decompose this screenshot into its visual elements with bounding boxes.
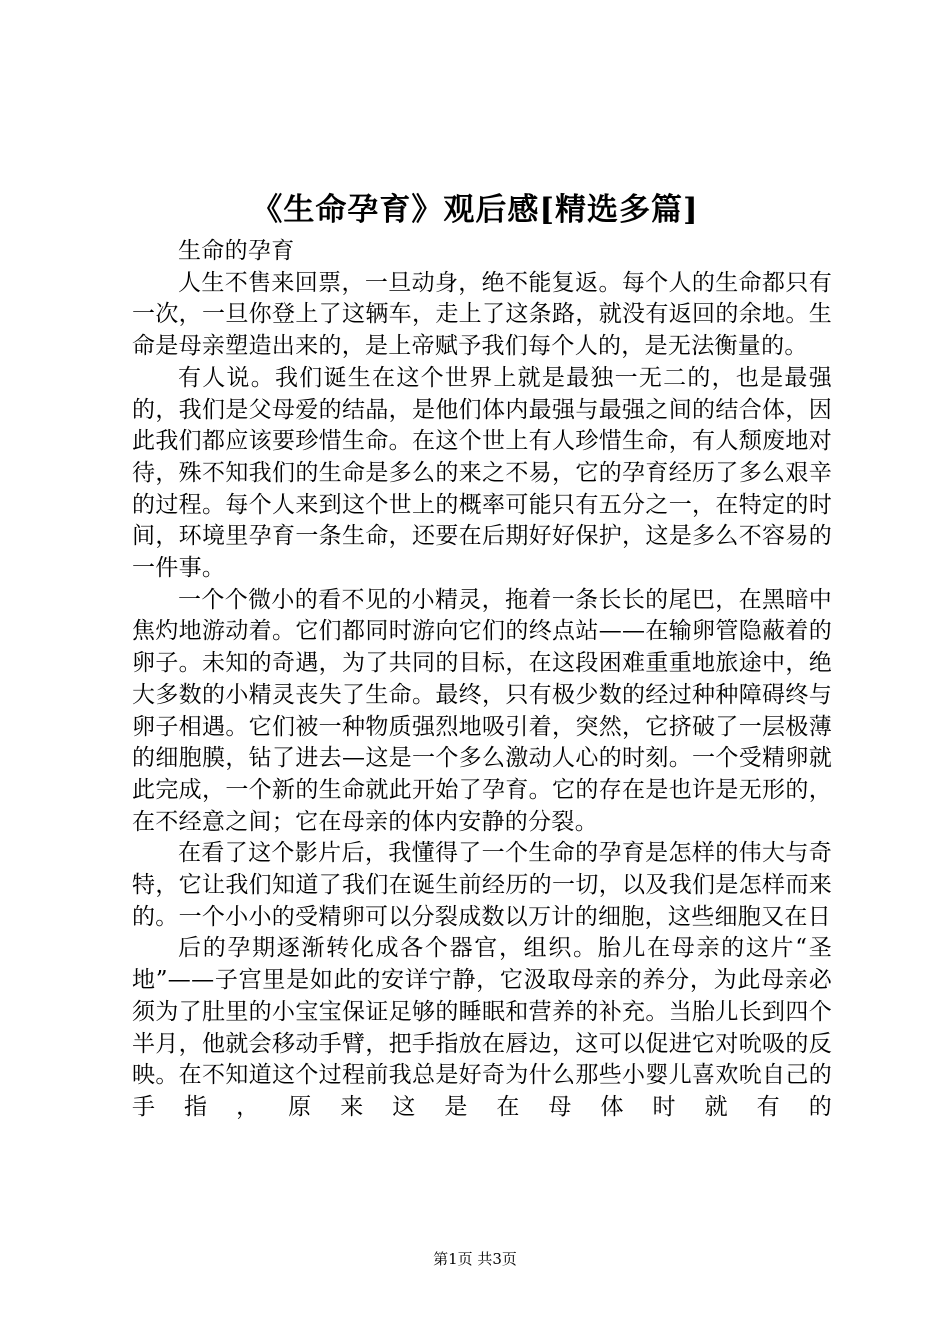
paragraph-4: 在看了这个影片后，我懂得了一个生命的孕育是怎样的伟大与奇特，它让我们知道了我们在诞生前经历的一切，以及我们是怎样而来的。一个小小的受精卵可以分裂成数以万计的细胞，这些细胞又在日 [132,840,832,930]
paragraph-1: 人生不售来回票，一旦动身，绝不能复返。每个人的生命都只有一次，一旦你登上了这辆车，走上了这条路，就没有返回的余地。生命是母亲塑造出来的，是上帝赋予我们每个人的，是无法衡量的。 [132,269,832,360]
document-body [132,236,832,1124]
paragraph-5: 后的孕期逐渐转化成各个器官，组织。胎儿在母亲的这片“圣地”——子宫里是如此的安详宁静，它汲取母亲的养分，为此母亲必须为了肚里的小宝宝保证足够的睡眠和营养的补充。当胎儿长到四个半月，他就会移动手臂，把手指放在唇边，这可以促进它对吮吸的反映。在不知道这个过程前我总是好奇为什么那些小婴儿喜欢吮自己的手指，原来这是在母体时就有的 [132,935,832,1120]
section-subtitle: 生命的孕育 [178,238,295,264]
page-number-footer: 第1页 共3页 [433,1250,517,1268]
paragraph-2: 有人说。我们诞生在这个世界上就是最独一无二的，也是最强的，我们是父母爱的结晶，是他们体内最强与最强之间的结合体，因此我们都应该要珍惜生命。在这个世上有人珍惜生命，有人颓废地对待，殊不知我们的生命是多么的来之不易，它的孕育经历了多么艰辛的过程。每个人来到这个世上的概率可能只有五分之一，在特定的时间，环境里孕育一条生命，还要在后期好好保护，这是多么不容易的一件事。 [132,364,832,582]
document-title: 《生命孕育》观后感[精选多篇] [251,192,699,228]
paragraph-3: 一个个微小的看不见的小精灵，拖着一条长长的尾巴，在黑暗中焦灼地游动着。它们都同时游向它们的终点站——在输卵管隐蔽着的卵子。未知的奇遇，为了共同的目标，在这段困难重重地旅途中，绝大多数的小精灵丧失了生命。最终，只有极少数的经过种种障碍终与卵子相遇。它们被一种物质强烈地吸引着，突然，它挤破了一层极薄的细胞膜，钻了进去—这是一个多么激动人心的时刻。一个受精卵就此完成，一个新的生命就此开始了孕育。它的存在是也许是无形的，在不经意之间；它在母亲的体内安静的分裂。 [132,586,832,835]
